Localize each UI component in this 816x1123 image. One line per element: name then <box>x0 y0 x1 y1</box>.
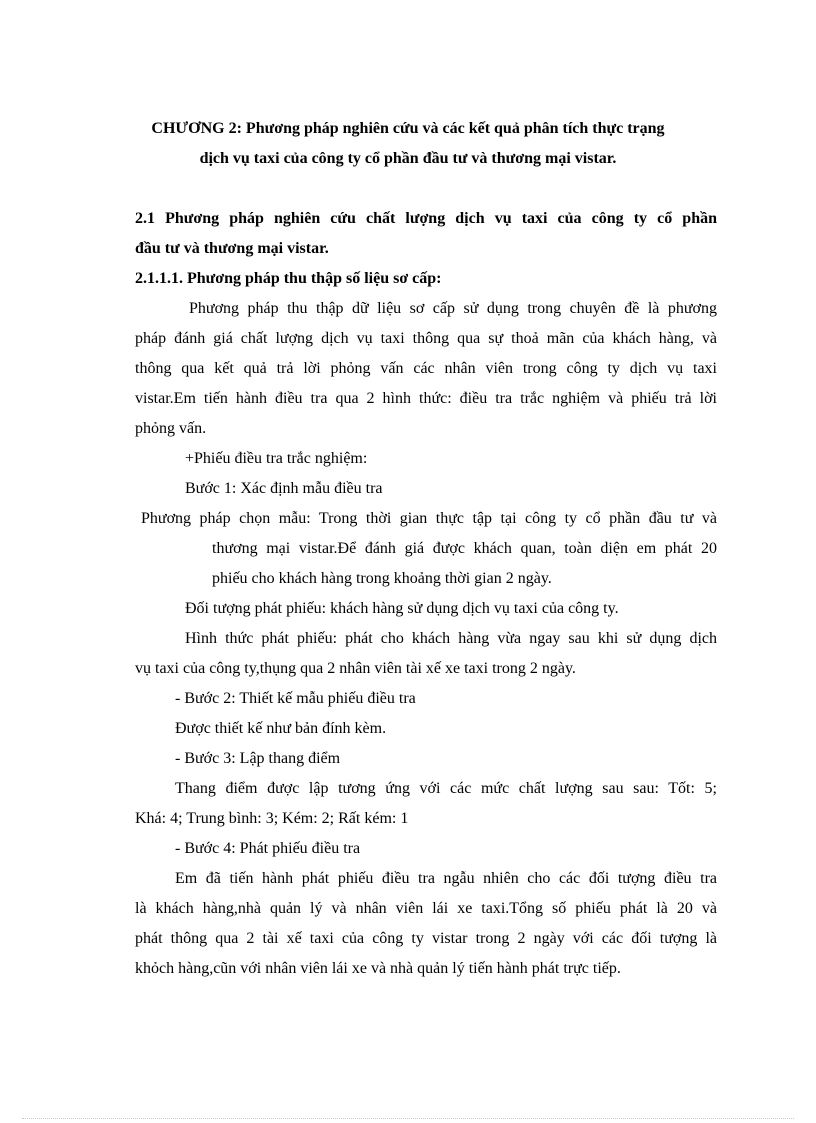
paragraph-1-line-2: pháp đánh giá chất lượng dịch vụ taxi thông qua sự thoả mãn của khách hàng, và <box>135 330 717 347</box>
distribution-line-1: Em đã tiến hành phát phiếu điều tra ngẫu nhiên cho các đối tượng điều tra <box>175 870 717 887</box>
chapter-title-line-1: CHƯƠNG 2: Phương pháp nghiên cứu và các kết quả phân tích thực trạng <box>151 120 665 137</box>
chapter-title-line-2: dịch vụ taxi của công ty cổ phần đầu tư và thương mại vistar. <box>199 150 617 167</box>
paragraph-1-line-4: vistar.Em tiến hành điều tra qua 2 hình thức: điều tra trắc nghiệm và phiếu trả lời <box>135 390 717 407</box>
target-audience: Đối tượng phát phiếu: khách hàng sử dụng dịch vụ taxi của công ty. <box>185 600 619 617</box>
paragraph-1-line-5: phỏng vấn. <box>135 420 207 437</box>
step-3: - Bước 3: Lập thang điểm <box>175 750 341 767</box>
paragraph-1-line-1: Phương pháp thu thập dữ liệu sơ cấp sử dụng trong chuyên đề là phương <box>189 300 717 317</box>
form-line-2: vụ taxi của công ty,thụng qua 2 nhân viên tài xế xe taxi trong 2 ngày. <box>135 660 576 677</box>
form-line-1: Hình thức phát phiếu: phát cho khách hàng vừa ngay sau khi sử dụng dịch <box>185 630 717 647</box>
scale-line-1: Thang điểm được lập tương ứng với các mức chất lượng sau sau: Tốt: 5; <box>175 780 717 797</box>
scale-line-2: Khá: 4; Trung bình: 3; Kém: 2; Rất kém: 1 <box>135 810 409 827</box>
section-heading-line-2: đầu tư và thương mại vistar. <box>135 240 329 257</box>
step-2: - Bước 2: Thiết kế mẫu phiếu điều tra <box>175 690 416 707</box>
sampling-line-1: Phương pháp chọn mẫu: Trong thời gian thực tập tại công ty cổ phần đầu tư và <box>141 510 717 527</box>
section-heading-line-1: 2.1 Phương pháp nghiên cứu chất lượng dịch vụ taxi của công ty cổ phần <box>135 210 717 227</box>
step-2-description: Được thiết kế như bản đính kèm. <box>175 720 387 737</box>
distribution-line-4: khỏch hàng,cũn với nhân viên lái xe và nhà quản lý tiến hành phát trực tiếp. <box>135 960 621 977</box>
distribution-line-3: phát thông qua 2 tài xế taxi của công ty vistar trong 2 ngày với các đối tượng là <box>135 930 717 947</box>
subsection-heading: 2.1.1.1. Phương pháp thu thập số liệu sơ cấp: <box>135 270 442 287</box>
page-footer-divider <box>22 1118 794 1119</box>
step-1: Bước 1: Xác định mẫu điều tra <box>185 480 383 497</box>
step-4: - Bước 4: Phát phiếu điều tra <box>175 840 361 857</box>
sampling-line-2: thương mại vistar.Để đánh giá được khách quan, toàn diện em phát 20 <box>212 540 717 557</box>
survey-label: +Phiếu điều tra trắc nghiệm: <box>185 450 368 467</box>
paragraph-1-line-3: thông qua kết quả trả lời phỏng vấn các nhân viên trong công ty dịch vụ taxi <box>135 360 717 377</box>
sampling-line-3: phiếu cho khách hàng trong khoảng thời gian 2 ngày. <box>212 570 552 587</box>
distribution-line-2: là khách hàng,nhà quản lý và nhân viên lái xe taxi.Tổng số phiếu phát là 20 và <box>135 900 717 917</box>
